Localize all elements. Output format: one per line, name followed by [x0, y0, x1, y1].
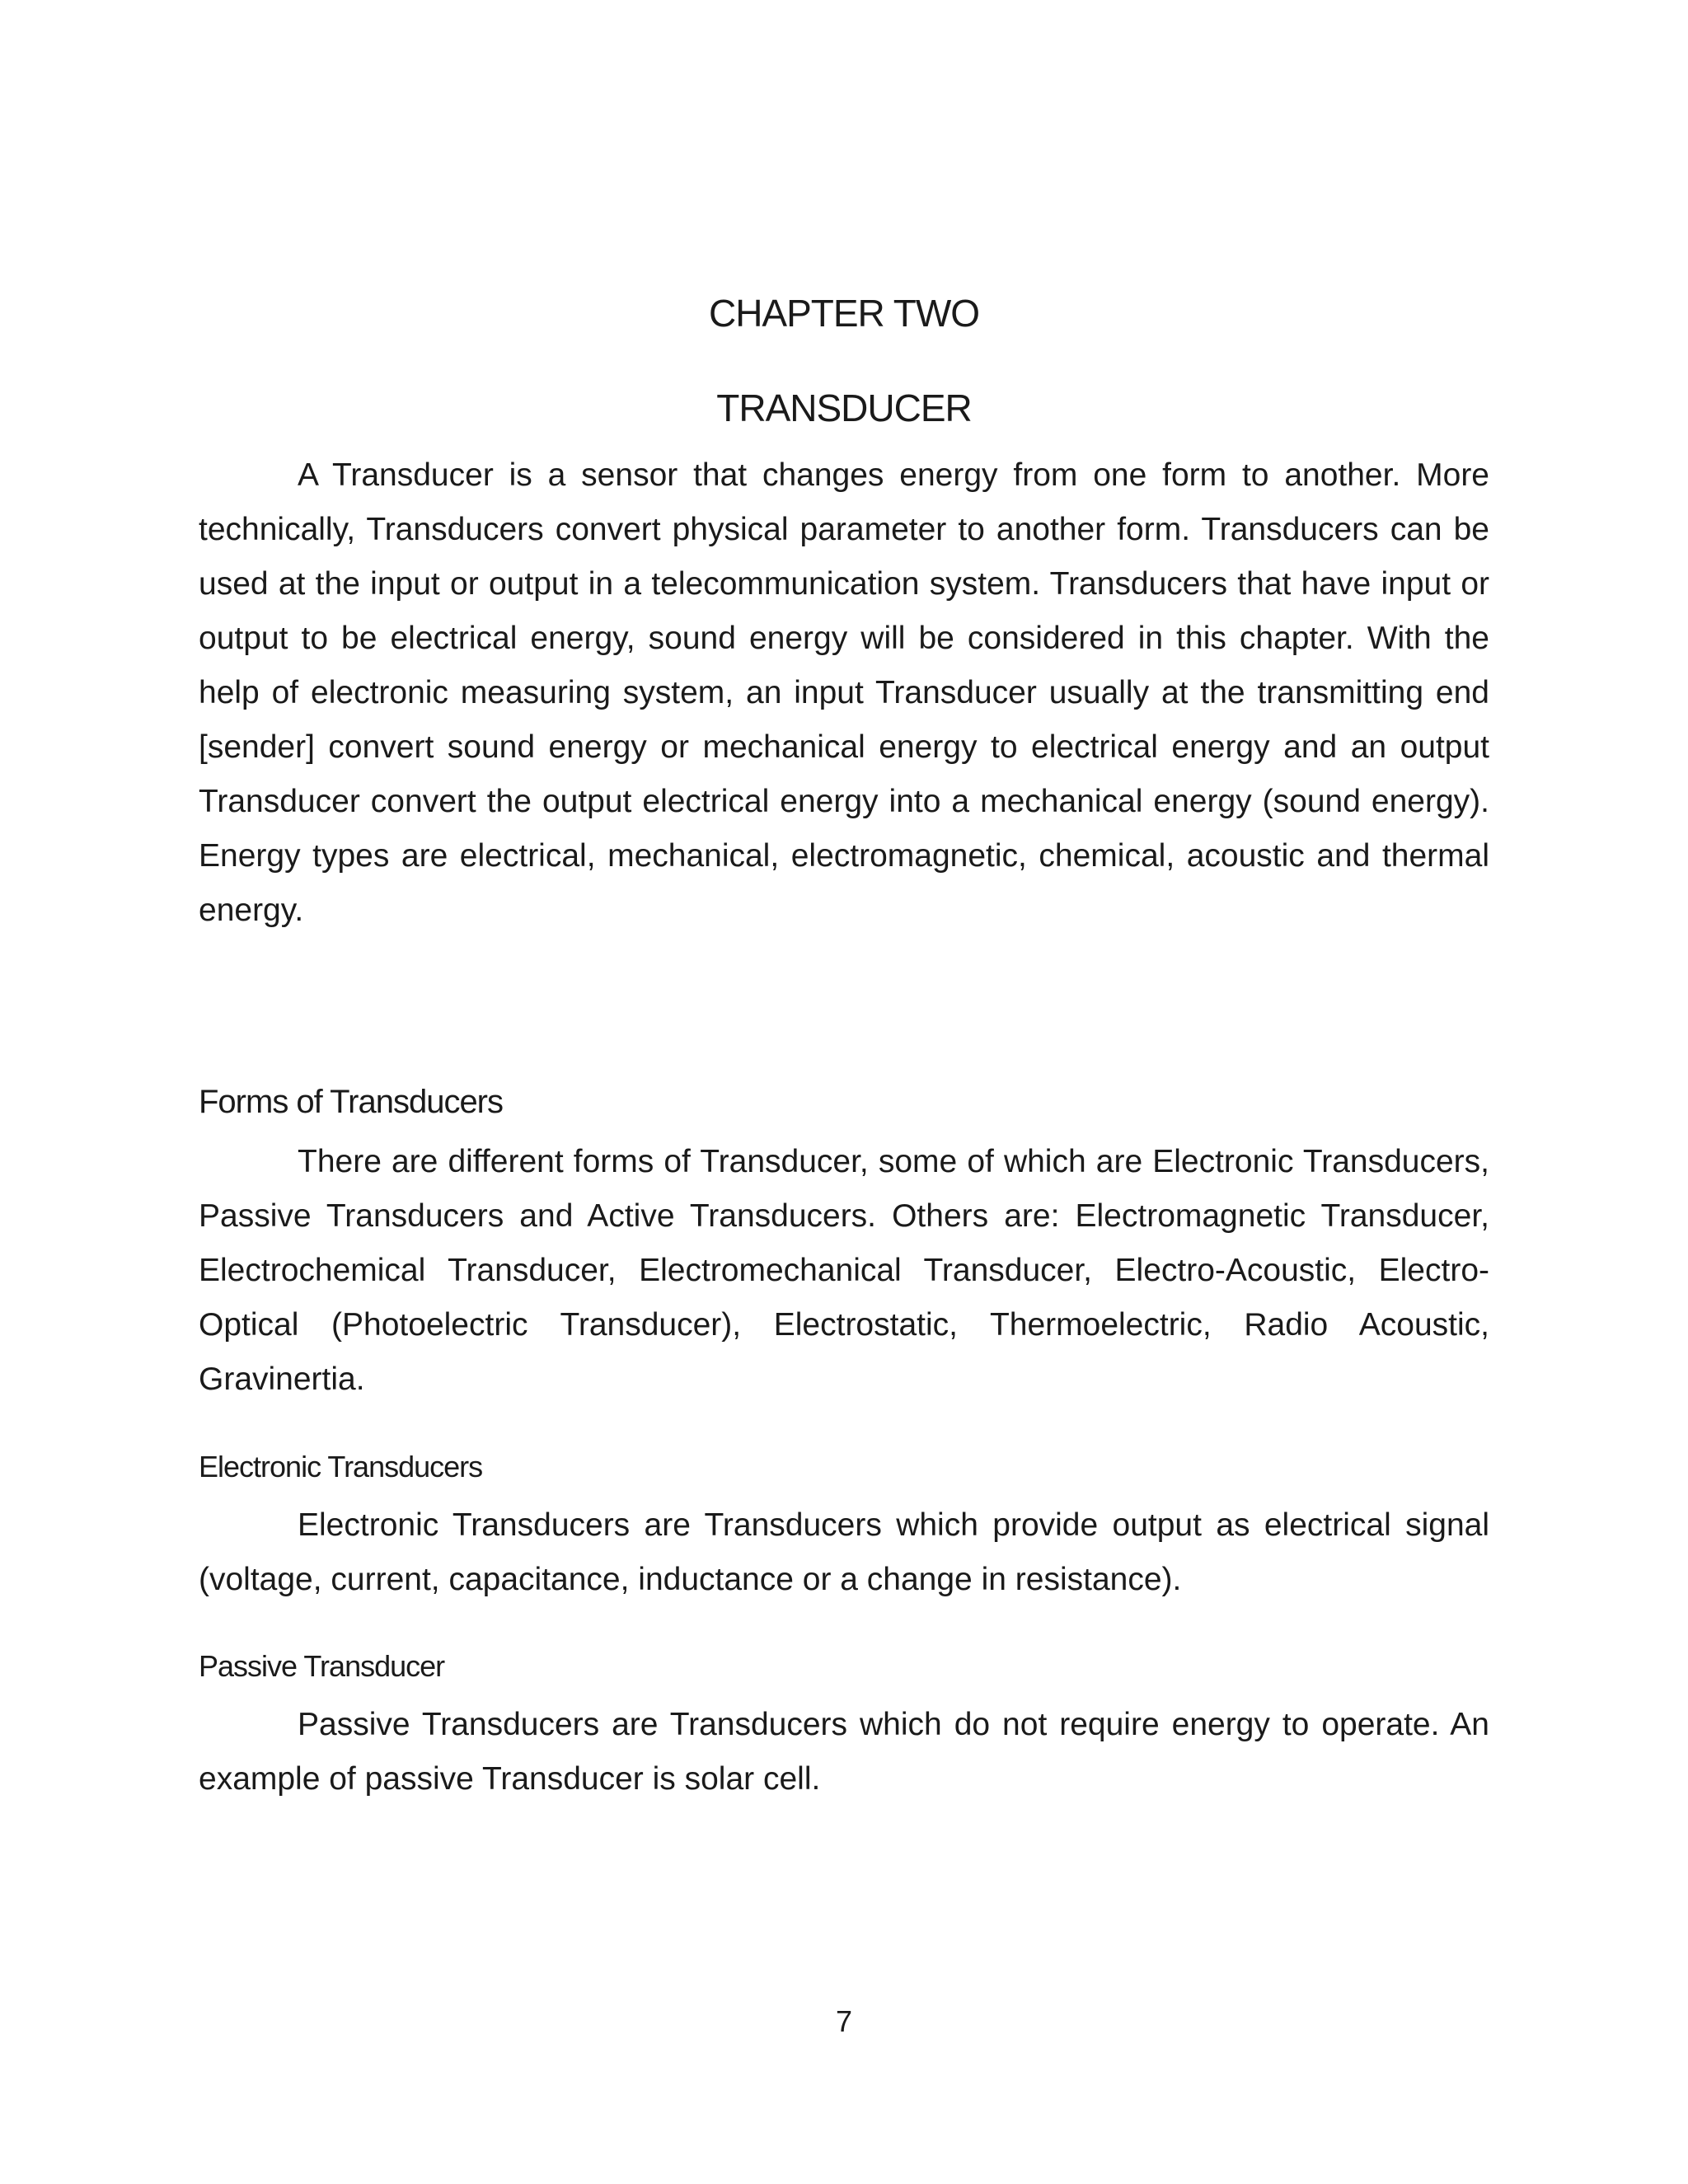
forms-heading: Forms of Transducers: [199, 1084, 504, 1120]
forms-paragraph: There are different forms of Transducer, some of which are Electronic Transducers, Passive Transducers and Active Transducers. Others are: Electromagnetic Transducer, Electrochemical Transducer, Electromechanical Transducer, Electro-Acoustic, Electro-Optical (Photoelectric Transducer), Electrostatic, Thermoelectric, Radio Acoustic, Gravinertia.: [199, 1144, 1489, 1397]
passive-heading: Passive Transducer: [199, 1649, 445, 1683]
intro-paragraph: A Transducer is a sensor that changes energy from one form to another. More technically, Transducers convert physical parameter to another form. Transducers can be used at the input or output in a telecommunication system. Transducers that have input or output to be electrical energy, sound energy will be considered in this chapter. With the help of electronic measuring system, an input Transducer usually at the transmitting end [sender] convert sound energy or mechanical energy to electrical energy and an output Transducer convert the output electrical energy into a mechanical energy (sound energy). Energy types are electrical, mechanical, electromagnetic, chemical, acoustic and thermal energy.: [199, 457, 1489, 928]
electronic-heading: Electronic Transducers: [199, 1450, 483, 1483]
page-number: 7: [835, 2004, 853, 2038]
chapter-label: CHAPTER TWO: [708, 292, 980, 335]
electronic-paragraph: Electronic Transducers are Transducers which provide output as electrical signal (voltage, current, capacitance, inductance or a change in resistance).: [199, 1507, 1489, 1597]
chapter-title: TRANSDUCER: [716, 387, 972, 429]
passive-paragraph: Passive Transducers are Transducers which do not require energy to operate. An example of passive Transducer is solar cell.: [199, 1707, 1489, 1797]
